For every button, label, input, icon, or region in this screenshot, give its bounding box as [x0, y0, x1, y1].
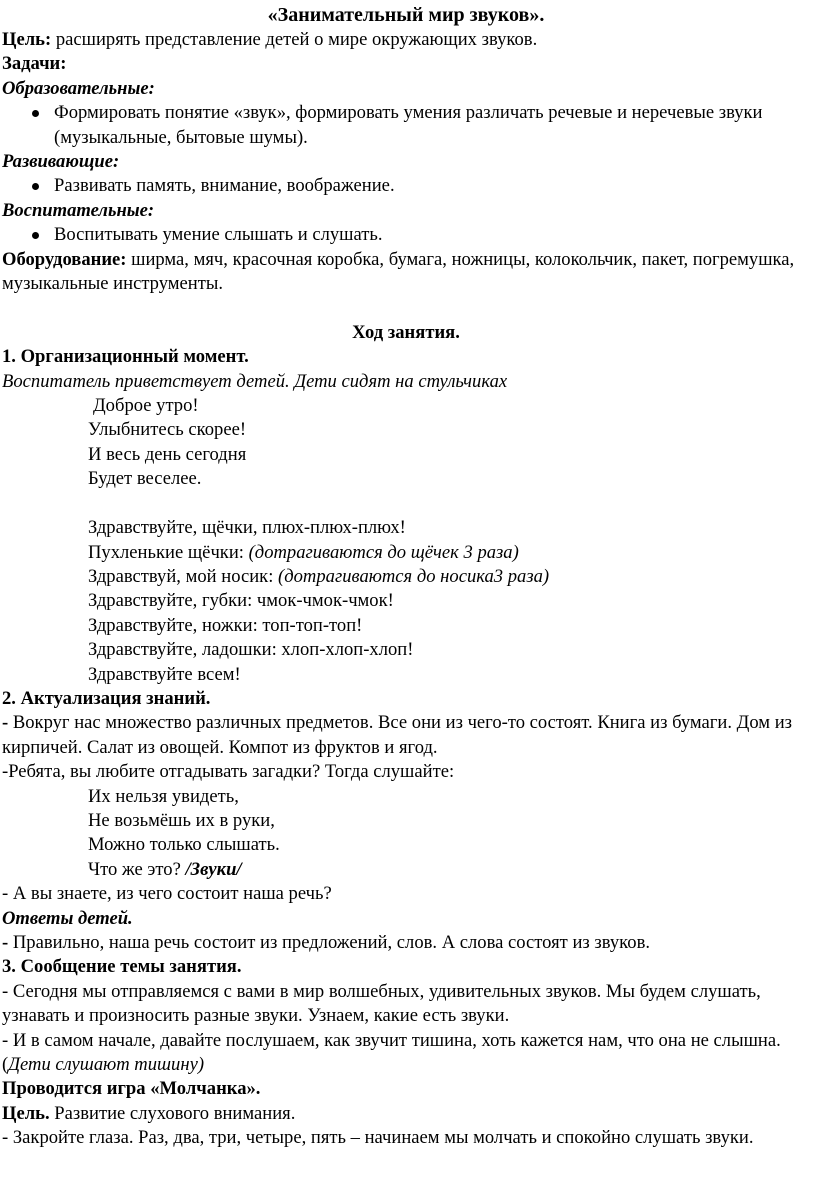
developing-item-text: Развивать память, внимание, воображение. [54, 175, 395, 197]
bullet-icon [32, 110, 39, 117]
game-goal [2, 1102, 810, 1126]
equipment-label: Оборудование: [2, 248, 127, 270]
spacer [2, 492, 810, 516]
game-goal-label: Цель. [2, 1102, 50, 1124]
upbringing-label: Воспитательные: [2, 199, 155, 221]
upbringing-list [2, 223, 810, 247]
paragraph-text: Правильно, наша речь состоит из предложений, слов. А слова состоят из звуков. [8, 932, 650, 953]
educational-item-text: Формировать понятие «звук», формировать умения различать речевые и неречевые звуки (музыкальные, бытовые шумы). [54, 102, 763, 148]
section3-paragraph-3: - Закройте глаза. Раз, два, три, четыре, пять – начинаем мы молчать и спокойно слушать звуки. [2, 1127, 754, 1149]
dash: - [2, 712, 9, 734]
goal-label: Цель: [2, 29, 52, 50]
paragraph-text: Вокруг нас множество различных предметов. Все они из чего-то состоят. Книга из бумаги. Дом из кирпичей. Салат из овощей. Компот из фруктов и ягод. [2, 712, 793, 758]
list-item [2, 101, 810, 150]
section1-intro: Воспитатель приветствует детей. Дети сидят на стульчиках [2, 370, 508, 392]
poem-line [2, 638, 810, 662]
poem-line [2, 516, 810, 540]
poem-note: (дотрагиваются до щёчек 3 раза) [248, 541, 519, 563]
goal-paragraph [2, 28, 810, 52]
upbringing-item-text: Воспитывать умение слышать и слушать. [54, 224, 383, 246]
poem-text: Здравствуйте, щёчки, плюх-плюх-плюх! [88, 517, 406, 539]
poem-line: Доброе утро! [93, 395, 199, 417]
poem-line [2, 589, 810, 613]
developing-list [2, 174, 810, 198]
bullet-icon [32, 232, 39, 239]
goal-text: расширять представление детей о мире окружающих звуков. [51, 29, 538, 50]
equipment-text: ширма, мяч, красочная коробка, бумага, ножницы, колокольчик, пакет, погремушка, музыкальные инструменты. [2, 248, 795, 295]
section2-heading: 2. Актуализация знаний. [2, 687, 211, 709]
educational-label: Образовательные: [2, 77, 155, 99]
list-item [2, 223, 810, 247]
document-title: «Занимательный мир звуков». [267, 4, 545, 26]
equipment-paragraph [2, 248, 810, 297]
poem-text: Здравствуй, мой носик: [88, 565, 279, 587]
poem-text: Здравствуйте всем! [88, 663, 241, 685]
section3-heading: 3. Сообщение темы занятия. [2, 956, 242, 978]
poem-line [2, 565, 810, 589]
section2-question-2: - А вы знаете, из чего состоит наша речь? [2, 883, 332, 905]
riddle-line: Не возьмёшь их в руки, [88, 809, 275, 831]
poem-text: Здравствуйте, ладошки: хлоп-хлоп-хлоп! [88, 639, 414, 661]
section1-heading: 1. Организационный момент. [2, 346, 249, 368]
spacer [2, 296, 810, 320]
paragraph-text: - И в самом начале, давайте послушаем, как звучит тишина, хоть кажется нам, что она не слышна. ( [2, 1029, 781, 1076]
poem-line [2, 614, 810, 638]
section2-paragraph-2 [2, 931, 810, 955]
section2-paragraph [2, 711, 810, 760]
riddle-text: Что же это? [88, 858, 186, 880]
developing-label: Развивающие: [2, 151, 120, 173]
poem-note: (дотрагиваются до носика3 раза) [278, 565, 550, 587]
educational-list [2, 101, 810, 150]
poem-line [2, 541, 810, 565]
paragraph-note: Дети слушают тишину) [8, 1054, 205, 1076]
riddle-line: Можно только слышать. [88, 834, 280, 856]
riddle-line: Их нельзя увидеть, [88, 785, 239, 807]
poem-text: Здравствуйте, ножки: топ-топ-топ! [88, 614, 363, 636]
riddle-answer: /Звуки/ [185, 858, 242, 880]
poem-line: И весь день сегодня [88, 443, 247, 465]
section2-question: -Ребята, вы любите отгадывать загадки? Тогда слушайте: [2, 761, 455, 783]
poem-line: Улыбнитесь скорее! [88, 419, 247, 441]
course-title: Ход занятия. [352, 321, 460, 343]
section3-paragraph-2 [2, 1029, 810, 1078]
tasks-label: Задачи: [2, 53, 67, 75]
riddle-line [2, 858, 810, 882]
dash: - [2, 932, 9, 953]
poem-text: Пухленькие щёчки: [88, 541, 249, 563]
bullet-icon [32, 183, 39, 190]
section3-paragraph: - Сегодня мы отправляемся с вами в мир волшебных, удивительных звуков. Мы будем слушать, узнавать и произносить разные звуки. Узнаем, какие есть звуки. [2, 980, 761, 1027]
game-goal-text: Развитие слухового внимания. [49, 1102, 296, 1124]
game-title: Проводится игра «Молчанка». [2, 1078, 261, 1100]
list-item [2, 174, 810, 198]
poem-text: Здравствуйте, губки: чмок-чмок-чмок! [88, 590, 394, 612]
poem-line: Будет веселее. [88, 468, 202, 490]
poem-line [2, 663, 810, 687]
answers-label: Ответы детей. [2, 907, 133, 929]
